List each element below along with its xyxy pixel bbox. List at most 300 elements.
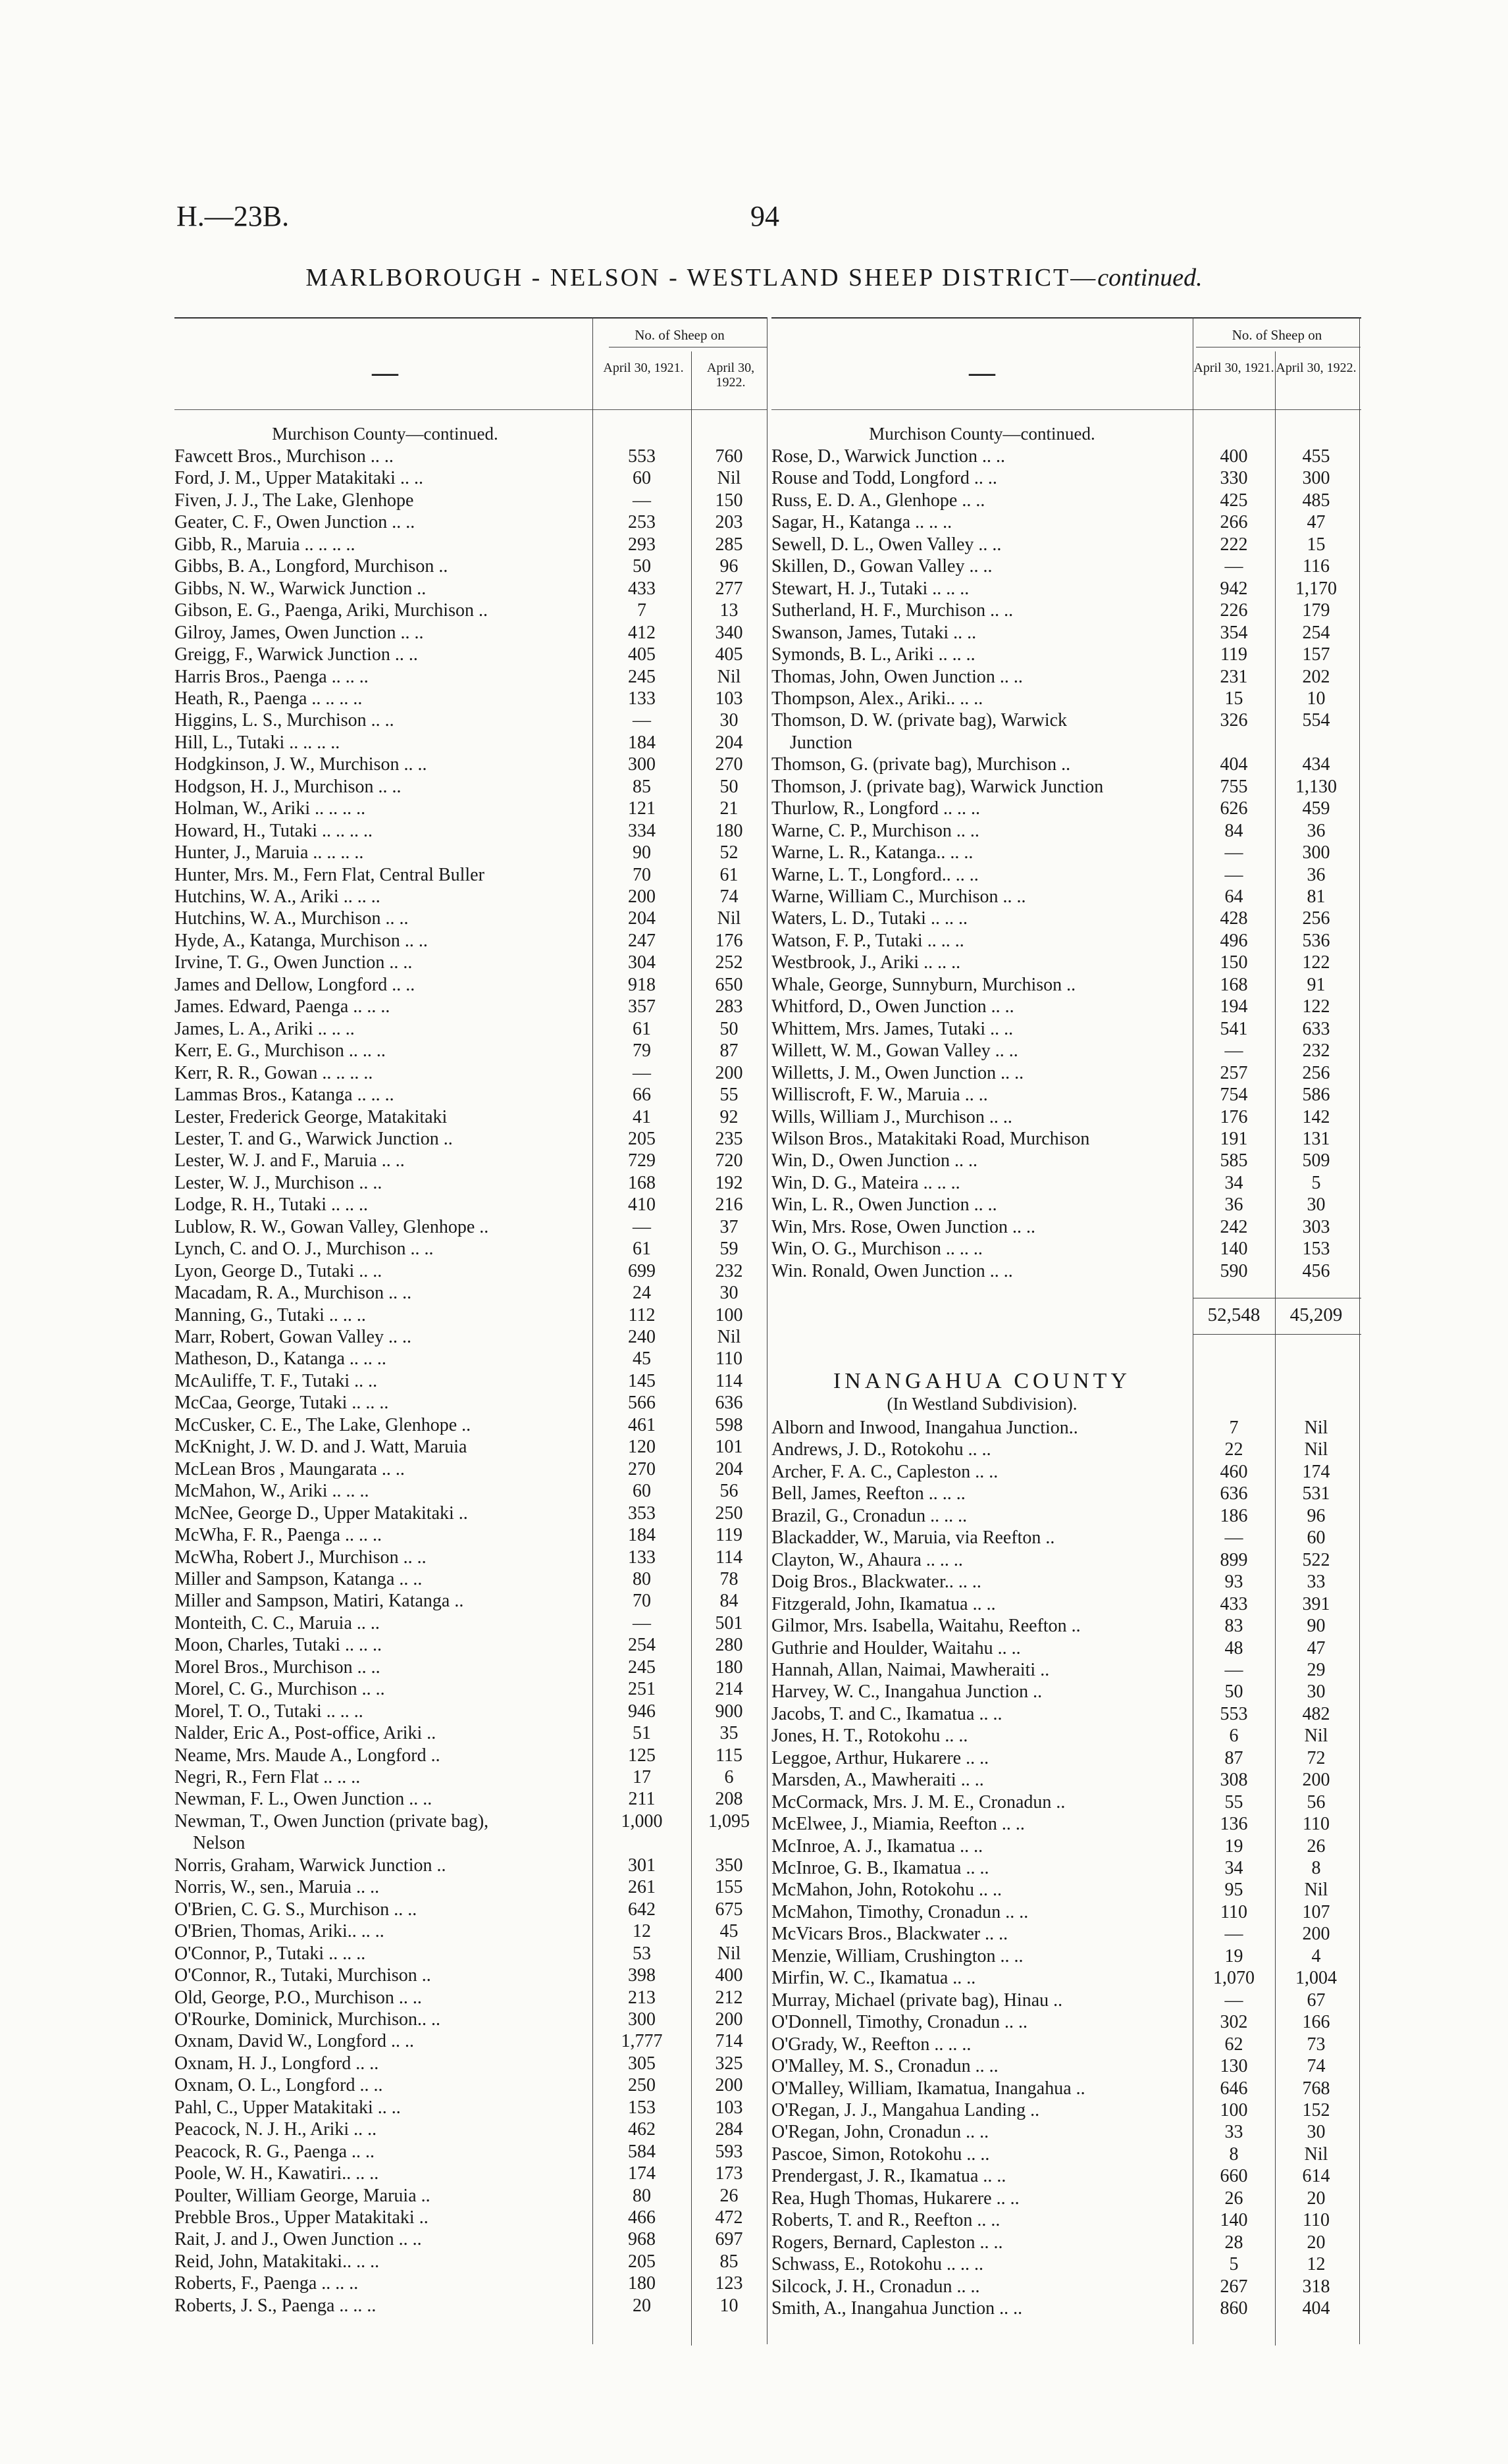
table-row [174, 1657, 767, 1680]
sheep-1921: 250 [628, 2075, 656, 2096]
inangahua-subheading: (In Westland Subdivision). [887, 1394, 1078, 1414]
table-row [771, 1704, 1361, 1726]
sheep-1921: 66 [633, 1085, 651, 1106]
table-row [174, 1348, 767, 1371]
sheep-1922: 459 [1302, 798, 1330, 819]
owner-name: Newman, T., Owen Junction (private bag), [174, 1810, 489, 1832]
sheep-1921: 410 [628, 1194, 656, 1216]
sheep-1921: 95 [1224, 1880, 1243, 1901]
table-row [174, 798, 767, 821]
table-row [174, 1547, 767, 1570]
sheep-1921: — [1224, 864, 1243, 885]
owner-name: Willetts, J. M., Owen Junction .. .. [771, 1062, 1024, 1083]
sheep-1921: 168 [1220, 974, 1248, 995]
sheep-1922: 350 [715, 1855, 743, 1876]
sheep-1922: 434 [1302, 754, 1330, 775]
sheep-1921: 83 [1224, 1616, 1243, 1637]
table-row [174, 952, 767, 975]
sheep-1922: 714 [715, 2031, 743, 2052]
owner-name: McCaa, George, Tutaki .. .. .. [174, 1393, 389, 1414]
owner-name: O'Connor, R., Tutaki, Murchison .. [174, 1965, 431, 1986]
sheep-1921: 253 [628, 512, 656, 533]
owner-name: Blackadder, W., Maruia, via Reefton .. [771, 1527, 1055, 1549]
sheep-1922: 650 [715, 974, 743, 995]
table-row [174, 1789, 767, 1811]
owner-name: Win, O. G., Murchison .. .. .. [771, 1239, 983, 1260]
sheep-1921: 240 [628, 1327, 656, 1347]
owner-name: Hannah, Allan, Naimai, Mawheraiti .. [771, 1659, 1050, 1680]
table-row [174, 1107, 767, 1129]
owner-name: Fitzgerald, John, Ikamatua .. .. [771, 1593, 996, 1614]
table-row [771, 1019, 1361, 1041]
table-row [174, 1481, 767, 1503]
sheep-count-header: No. of Sheep on [1232, 327, 1322, 343]
sheep-1921: 24 [633, 1283, 651, 1304]
table-row [174, 1745, 767, 1768]
sheep-1921: 308 [1220, 1770, 1248, 1791]
sheep-1921: 433 [628, 578, 656, 599]
sheep-1921: 85 [633, 776, 651, 797]
table-row [771, 1418, 1361, 1440]
sheep-1921: 100 [1220, 2099, 1248, 2120]
sheep-1921: 50 [1224, 1681, 1243, 1703]
owner-name: McMahon, W., Ariki .. .. .. [174, 1481, 369, 1502]
sheep-1922: 303 [1302, 1216, 1330, 1237]
sheep-1922: 155 [715, 1877, 743, 1898]
sheep-1922: 256 [1302, 908, 1330, 929]
table-row [174, 1305, 767, 1327]
sheep-1922: 92 [719, 1106, 739, 1127]
sheep-1922: 122 [1302, 952, 1330, 973]
table-row [174, 2273, 767, 2296]
sheep-1921: 184 [628, 732, 656, 753]
sheep-1922: 73 [1307, 2034, 1326, 2055]
sheep-1921: 460 [1220, 1461, 1248, 1482]
sheep-1922: 47 [1307, 1637, 1326, 1658]
table-row [771, 1572, 1361, 1594]
sheep-1922: 110 [715, 1348, 742, 1370]
table-row [174, 1965, 767, 1988]
owner-name: Greigg, F., Warwick Junction .. .. [174, 644, 418, 665]
sheep-1922: 285 [715, 534, 743, 555]
owner-name: Sutherland, H. F., Murchison .. .. [771, 600, 1014, 621]
sheep-1921: 590 [1220, 1260, 1248, 1281]
sheep-1921: 300 [628, 754, 656, 775]
table-row [174, 865, 767, 887]
table-row [771, 1085, 1361, 1107]
sheep-1921: 84 [1224, 820, 1243, 841]
sheep-1922: 103 [715, 2097, 743, 2118]
owner-name: Prendergast, J. R., Ikamatua .. .. [771, 2166, 1006, 2187]
owner-name: Rogers, Bernard, Capleston .. .. [771, 2232, 1003, 2253]
sheep-1921: 204 [628, 908, 656, 929]
owner-name: McAuliffe, T. F., Tutaki .. .. [174, 1370, 378, 1391]
sheep-1921: 398 [628, 1965, 656, 1986]
table-row [174, 1261, 767, 1283]
owner-name: Oxnam, O. L., Longford .. .. [174, 2075, 383, 2096]
table-row [771, 1924, 1361, 1946]
sheep-1922: 173 [715, 2163, 743, 2184]
sheep-1922: 142 [1302, 1106, 1330, 1127]
sheep-1922: 90 [1307, 1616, 1326, 1637]
sheep-1922: 153 [1302, 1239, 1330, 1260]
table-row [771, 2298, 1361, 2321]
sheep-1922: 472 [715, 2207, 743, 2228]
sheep-1921: 860 [1220, 2298, 1248, 2319]
owner-name: O'Donnell, Timothy, Cronadun .. .. [771, 2012, 1028, 2033]
sheep-1922: 30 [1307, 2122, 1326, 2143]
sheep-1921: 918 [628, 974, 656, 995]
sheep-1922: 20 [1307, 2188, 1326, 2209]
owner-name: Andrews, J. D., Rotokohu .. .. [771, 1439, 991, 1460]
sheep-1921: 245 [628, 666, 656, 687]
owner-name: Gibson, E. G., Paenga, Ariki, Murchison .. [174, 600, 488, 621]
sheep-1921: 1,070 [1213, 1968, 1255, 1989]
owner-name: Junction [790, 732, 852, 753]
sheep-1921: 133 [628, 688, 656, 709]
sheep-1921: 660 [1220, 2166, 1248, 2187]
inangahua-heading: INANGAHUA COUNTY [833, 1369, 1131, 1393]
table-row [771, 1594, 1361, 1616]
owner-name: Lublow, R. W., Gowan Valley, Glenhope .. [174, 1216, 489, 1237]
sheep-1921: 120 [628, 1437, 656, 1458]
sheep-1921: 34 [1224, 1858, 1243, 1878]
sheep-1922: 554 [1302, 710, 1330, 731]
sheep-1921: 70 [633, 1591, 651, 1612]
table-row [771, 644, 1361, 667]
table-row [771, 1858, 1361, 1880]
sheep-1922: 614 [1302, 2166, 1330, 2187]
sheep-1922: 8 [1311, 1858, 1321, 1878]
sheep-1922: 200 [715, 2009, 743, 2030]
sheep-1922: 768 [1302, 2078, 1330, 2099]
sheep-1921: 205 [628, 2251, 656, 2272]
sheep-1921: 133 [628, 1547, 656, 1568]
sheep-1922: 52 [719, 842, 739, 863]
sheep-1921: 12 [633, 1921, 651, 1942]
sheep-1922: Nil [717, 1327, 741, 1347]
sheep-1922: 20 [1307, 2232, 1326, 2253]
table-row [771, 2188, 1361, 2211]
sheep-1922: Nil [717, 1943, 741, 1964]
owner-name: Smith, A., Inangahua Junction .. .. [771, 2298, 1023, 2319]
table-row [771, 2144, 1361, 2167]
table-row [174, 1415, 767, 1437]
owner-name: Thomson, D. W. (private bag), Warwick [771, 710, 1068, 731]
sheep-1922: 404 [1302, 2298, 1330, 2319]
sheep-1921: 251 [628, 1679, 656, 1700]
sheep-1921: 584 [628, 2141, 656, 2162]
owner-name: Doig Bros., Blackwater.. .. .. [771, 1572, 981, 1593]
sheep-1922: 214 [715, 1679, 743, 1700]
sheep-1921: 729 [628, 1150, 656, 1171]
owner-name: Rose, D., Warwick Junction .. .. [771, 446, 1005, 467]
table-row [174, 2142, 767, 2164]
table-row [174, 556, 767, 578]
sheep-1922: 36 [1307, 820, 1326, 841]
sheep-1922: 36 [1307, 864, 1326, 885]
sheep-1921: 90 [633, 842, 651, 863]
owner-name: Hyde, A., Katanga, Murchison .. .. [174, 930, 428, 951]
sheep-1921: 1,000 [621, 1810, 663, 1832]
sheep-1921: 41 [633, 1106, 651, 1127]
sheep-1922: 501 [715, 1612, 743, 1633]
owner-name: Stewart, H. J., Tutaki .. .. .. [771, 578, 970, 599]
sheep-1922: 26 [1307, 1835, 1326, 1857]
sheep-1921: 20 [633, 2295, 651, 2316]
table-row [174, 1921, 767, 1943]
sheep-1921: 93 [1224, 1572, 1243, 1593]
owner-name: Hutchins, W. A., Ariki .. .. .. [174, 886, 380, 907]
table-row [174, 931, 767, 953]
table-row [174, 1899, 767, 1922]
sheep-1921: 301 [628, 1855, 656, 1876]
sheep-1921: 270 [628, 1458, 656, 1479]
sheep-1921: 6 [1229, 1726, 1239, 1747]
owner-name: Thurlow, R., Longford .. .. .. [771, 798, 981, 819]
sheep-1921: 61 [633, 1239, 651, 1260]
table-row [174, 1283, 767, 1305]
sheep-1921: 636 [1220, 1483, 1248, 1504]
sheep-1921: 50 [633, 556, 651, 577]
table-row [771, 2078, 1361, 2101]
sheep-1921: 462 [628, 2119, 656, 2140]
sheep-1921: 119 [1220, 644, 1247, 665]
sheep-1922: 593 [715, 2141, 743, 2162]
owner-name: Leggoe, Arthur, Hukarere .. .. [771, 1747, 989, 1768]
table-row [771, 1681, 1361, 1704]
sheep-1922: 55 [719, 1085, 739, 1106]
sheep-1922: 204 [715, 1458, 743, 1479]
sheep-1922: 4 [1311, 1945, 1321, 1966]
sheep-1922: 47 [1307, 512, 1326, 533]
table-row [771, 1616, 1361, 1638]
table-row [771, 798, 1361, 821]
table-row [771, 1814, 1361, 1836]
sheep-1921: 64 [1224, 886, 1243, 907]
sheep-1922: 174 [1302, 1461, 1330, 1482]
sheep-1921: 168 [628, 1172, 656, 1193]
sheep-1922: 96 [719, 556, 739, 577]
sheep-1921: 433 [1220, 1593, 1248, 1614]
owner-name: Skillen, D., Gowan Valley .. .. [771, 556, 993, 577]
sheep-1921: 428 [1220, 908, 1248, 929]
sheep-1921: 400 [1220, 446, 1248, 467]
table-row [771, 600, 1361, 623]
sheep-1921: 19 [1224, 1835, 1243, 1857]
sheep-1921: 642 [628, 1899, 656, 1920]
sheep-1922: 456 [1302, 1260, 1330, 1281]
table-row [771, 1880, 1361, 1902]
sheep-1922: 59 [719, 1239, 739, 1260]
table-row [771, 490, 1361, 513]
table-row [771, 2056, 1361, 2078]
sheep-1921: — [1224, 1527, 1243, 1549]
sheep-1922: 232 [1302, 1040, 1330, 1062]
sheep-1921: 62 [1224, 2034, 1243, 2055]
sheep-1921: 699 [628, 1260, 656, 1281]
owner-name: Poole, W. H., Kawatiri.. .. .. [174, 2163, 379, 2184]
sheep-1922: 405 [715, 644, 743, 665]
owner-name: Win, D. G., Mateira .. .. .. [771, 1172, 960, 1193]
sheep-1921: 553 [1220, 1703, 1248, 1724]
owner-name: Nelson [193, 1833, 246, 1854]
sheep-1921: 541 [1220, 1018, 1248, 1039]
name-column-header: — [372, 357, 398, 387]
owner-name: Thompson, Alex., Ariki.. .. .. [771, 688, 983, 709]
table-row [174, 1613, 767, 1635]
owner-name: McInroe, G. B., Ikamatua .. .. [771, 1858, 989, 1878]
owner-name: Newman, F. L., Owen Junction .. .. [174, 1789, 432, 1810]
owner-name: Win, L. R., Owen Junction .. .. [771, 1194, 997, 1216]
owner-name: Rait, J. and J., Owen Junction .. .. [174, 2229, 422, 2250]
table-row [771, 886, 1361, 909]
owner-name: Kerr, E. G., Murchison .. .. .. [174, 1040, 386, 1062]
owner-name: Menzie, William, Crushington .. .. [771, 1945, 1024, 1966]
owner-name: Moon, Charles, Tutaki .. .. .. [174, 1635, 382, 1656]
sheep-1922: 455 [1302, 446, 1330, 467]
sheep-1922: 300 [1302, 468, 1330, 489]
owner-name: Watson, F. P., Tutaki .. .. .. [771, 930, 964, 951]
sheep-1921: 184 [628, 1525, 656, 1546]
owner-name: Warne, L. T., Longford.. .. .. [771, 864, 979, 885]
owner-name: Hutchins, W. A., Murchison .. .. [174, 908, 409, 929]
table-row [771, 865, 1361, 887]
sheep-1922: 536 [1302, 930, 1330, 951]
table-row [771, 2100, 1361, 2122]
sheep-1921: 22 [1224, 1439, 1243, 1460]
sheep-1921: — [1224, 1924, 1243, 1945]
sheep-1921: 942 [1220, 578, 1248, 599]
owner-name: Alborn and Inwood, Inangahua Junction.. [771, 1418, 1078, 1438]
table-row [174, 2229, 767, 2251]
table-row [771, 1990, 1361, 2013]
sheep-1921: 110 [1220, 1901, 1247, 1922]
owner-name: O'Grady, W., Reefton .. .. .. [771, 2034, 972, 2055]
table-row [174, 1591, 767, 1613]
sheep-1922: 254 [1302, 622, 1330, 643]
sheep-1921: 267 [1220, 2276, 1248, 2297]
table-row [771, 842, 1361, 865]
owner-name: Wilson Bros., Matakitaki Road, Murchison [771, 1128, 1090, 1149]
table-row [771, 754, 1361, 777]
table-row [174, 754, 767, 777]
sheep-1922: 216 [715, 1194, 743, 1216]
sheep-1922: 37 [719, 1216, 739, 1237]
owner-name: Reid, John, Matakitaki.. .. .. [174, 2251, 380, 2272]
owner-name: Thomson, G. (private bag), Murchison .. [771, 754, 1071, 775]
sheep-1922: 636 [715, 1393, 743, 1414]
sheep-1922: 74 [719, 886, 739, 907]
sheep-1922: 61 [719, 864, 739, 885]
page-title [0, 263, 1508, 292]
table-row [174, 1437, 767, 1459]
owner-name: Peacock, R. G., Paenga .. .. [174, 2141, 375, 2162]
sheep-1922: 116 [1303, 556, 1330, 577]
sheep-1922: 150 [715, 490, 743, 511]
owner-name: Whittem, Mrs. James, Tutaki .. .. [771, 1018, 1014, 1039]
sheep-1922: Nil [717, 908, 741, 929]
sheep-1921: 425 [1220, 490, 1248, 511]
table-row [174, 644, 767, 667]
name-column-header: — [969, 357, 995, 387]
sheep-1921: 61 [633, 1018, 651, 1039]
sheep-1921: 585 [1220, 1150, 1248, 1171]
sheep-1922: 633 [1302, 1018, 1330, 1039]
sheep-1922: 56 [1307, 1791, 1326, 1812]
sheep-1921: 466 [628, 2207, 656, 2228]
sheep-1922: 212 [715, 1987, 743, 2008]
table-row [174, 2075, 767, 2097]
owner-name: Holman, W., Ariki .. .. .. .. [174, 798, 366, 819]
sheep-1921: 130 [1220, 2056, 1248, 2077]
sheep-1921: 125 [628, 1745, 656, 1766]
sheep-1921: 55 [1224, 1791, 1243, 1812]
owner-name: Norris, Graham, Warwick Junction .. [174, 1855, 446, 1876]
section-heading: Murchison County—continued. [272, 424, 498, 444]
sheep-1921: 968 [628, 2229, 656, 2250]
owner-name: Mirfin, W. C., Ikamatua .. .. [771, 1968, 976, 1989]
table-row [771, 1194, 1361, 1217]
owner-name: Fiven, J. J., The Lake, Glenhope [174, 490, 414, 511]
table-row [174, 600, 767, 623]
sheep-1921: 145 [628, 1370, 656, 1391]
sheep-1921: — [633, 490, 651, 511]
owner-name: McElwee, J., Miamia, Reefton .. .. [771, 1814, 1025, 1835]
sheep-1921: 412 [628, 622, 656, 643]
sheep-1922: 30 [719, 710, 739, 731]
sheep-1922: 391 [1302, 1593, 1330, 1614]
owner-name: Hodgson, H. J., Murchison .. .. [174, 776, 402, 797]
owner-name: McMahon, John, Rotokohu .. .. [771, 1880, 1002, 1901]
owner-name: Whale, George, Sunnyburn, Murchison .. [771, 974, 1076, 995]
sheep-1921: 405 [628, 644, 656, 665]
table-row [771, 1550, 1361, 1572]
table-row [174, 1943, 767, 1966]
owner-name: Sagar, H., Katanga .. .. .. [771, 512, 952, 533]
owner-name: Waters, L. D., Tutaki .. .. .. [771, 908, 968, 929]
owner-name: Westbrook, J., Ariki .. .. .. [771, 952, 961, 973]
sheep-1921: 261 [628, 1877, 656, 1898]
sheep-1922: 166 [1302, 2012, 1330, 2033]
owner-name: Morel Bros., Murchison .. .. [174, 1656, 380, 1678]
owner-name: Negri, R., Fern Flat .. .. .. [174, 1767, 361, 1787]
col-1922-header: April 30, 1922. [1276, 361, 1357, 375]
owner-name: Heath, R., Paenga .. .. .. .. [174, 688, 363, 709]
sheep-1921: 60 [633, 468, 651, 489]
table-row [174, 2053, 767, 2076]
owner-name: Higgins, L. S., Murchison .. .. [174, 710, 394, 731]
owner-name: McWha, F. R., Paenga .. .. .. [174, 1525, 382, 1546]
table-row [174, 1855, 767, 1878]
sheep-1922: 10 [719, 2295, 739, 2316]
owner-name: Pahl, C., Upper Matakitaki .. .. [174, 2097, 401, 2118]
table-row [771, 2254, 1361, 2276]
sheep-1922: 13 [719, 600, 739, 621]
table-row [771, 975, 1361, 997]
owner-name: Whitford, D., Owen Junction .. .. [771, 996, 1014, 1017]
table-row [174, 1085, 767, 1107]
sheep-1921: 245 [628, 1656, 656, 1678]
owner-name: Lester, T. and G., Warwick Junction .. [174, 1128, 453, 1149]
owner-name: James and Dellow, Longford .. .. [174, 974, 415, 995]
table-row [771, 2210, 1361, 2232]
table-row [174, 996, 767, 1019]
owner-name: Clayton, W., Ahaura .. .. .. [771, 1549, 963, 1570]
sheep-1922: 270 [715, 754, 743, 775]
owner-name: Thomas, John, Owen Junction .. .. [771, 666, 1023, 687]
owner-name: Symonds, B. L., Ariki .. .. .. [771, 644, 975, 665]
